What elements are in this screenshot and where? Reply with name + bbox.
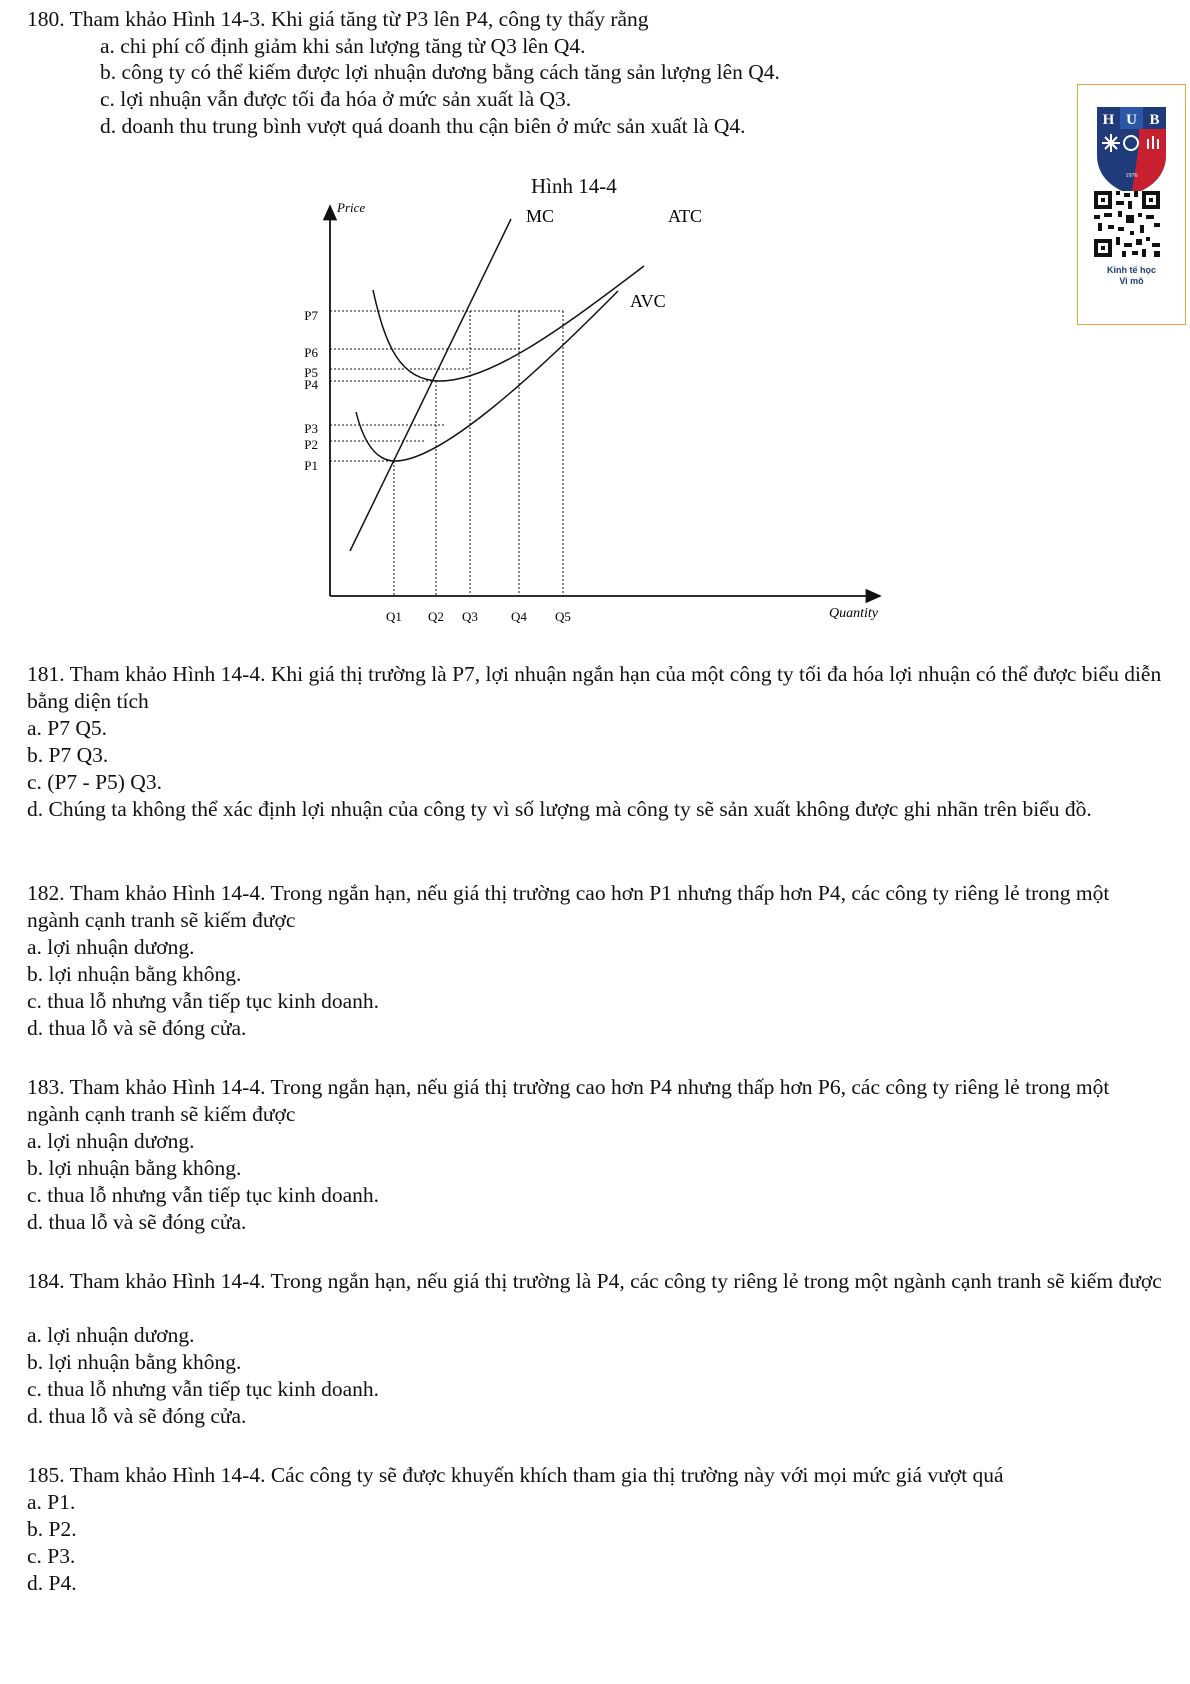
price-tick-p5: P5 xyxy=(304,365,318,380)
question-180-option-c: c. lợi nhuận vẫn được tối đa hóa ở mức sản xuất là Q3. xyxy=(100,87,572,111)
price-tick-p4: P4 xyxy=(304,377,318,392)
atc-label: ATC xyxy=(668,206,703,226)
question-183-option-c: c. thua lỗ nhưng vẫn tiếp tục kinh doanh. xyxy=(27,1183,379,1207)
price-tick-p3: P3 xyxy=(304,421,318,436)
question-181-option-a: a. P7 Q5. xyxy=(27,716,108,740)
cost-curves-diagram xyxy=(0,0,1190,640)
question-184-option-b: b. lợi nhuận bằng không. xyxy=(27,1350,242,1374)
logo-letter-u: U xyxy=(1126,112,1137,128)
avc-curve xyxy=(356,291,618,461)
question-182-option-d: d. thua lỗ và sẽ đóng cửa. xyxy=(27,1016,247,1040)
quantity-tick-q5: Q5 xyxy=(555,609,571,624)
question-180-stem: 180. Tham khảo Hình 14-3. Khi giá tăng từ P3 lên P4, công ty thấy rằng xyxy=(27,7,649,31)
mc-label: MC xyxy=(526,206,555,226)
question-183-option-b: b. lợi nhuận bằng không. xyxy=(27,1156,242,1180)
logo-year: 1976 xyxy=(1125,173,1138,179)
quantity-tick-q4: Q4 xyxy=(511,609,527,624)
avc-label: AVC xyxy=(630,291,666,311)
question-183-stem: 183. Tham khảo Hình 14-4. Trong ngắn hạn, nếu giá thị trường cao hơn P4 nhưng thấp hơn P6, các công ty riêng lẻ trong một ngành cạnh tranh sẽ kiếm được xyxy=(27,1075,1110,1126)
question-184-option-a: a. lợi nhuận dương. xyxy=(27,1323,195,1347)
mc-curve xyxy=(350,219,511,551)
price-tick-p6: P6 xyxy=(304,345,318,360)
logo-caption-line2: Vi mô xyxy=(1119,276,1144,286)
quantity-tick-q2: Q2 xyxy=(428,609,444,624)
question-185-option-d: d. P4. xyxy=(27,1571,77,1595)
price-tick-p2: P2 xyxy=(304,437,318,452)
question-185-option-b: b. P2. xyxy=(27,1517,77,1541)
question-183-option-d: d. thua lỗ và sẽ đóng cửa. xyxy=(27,1210,247,1234)
price-tick-p7: P7 xyxy=(304,308,318,323)
question-181-option-c: c. (P7 - P5) Q3. xyxy=(27,770,162,794)
guide-lines xyxy=(330,311,563,596)
quantity-tick-q3: Q3 xyxy=(462,609,478,624)
quantity-tick-q1: Q1 xyxy=(386,609,402,624)
question-183-option-a: a. lợi nhuận dương. xyxy=(27,1129,195,1153)
logo-letter-h: H xyxy=(1102,112,1115,128)
question-184-option-d: d. thua lỗ và sẽ đóng cửa. xyxy=(27,1404,247,1428)
logo-letter-b: B xyxy=(1149,112,1160,128)
question-182-stem: 182. Tham khảo Hình 14-4. Trong ngắn hạn, nếu giá thị trường cao hơn P1 nhưng thấp hơn P4, các công ty riêng lẻ trong một ngành cạnh tranh sẽ kiếm được xyxy=(27,881,1110,932)
x-axis-label: Quantity xyxy=(829,606,878,621)
question-185-stem: 185. Tham khảo Hình 14-4. Các công ty sẽ được khuyến khích tham gia thị trường này với mọi mức giá vượt quá xyxy=(27,1463,1004,1487)
question-185-option-a: a. P1. xyxy=(27,1490,76,1514)
price-tick-p1: P1 xyxy=(304,458,318,473)
figure-title: Hình 14-4 xyxy=(531,174,617,198)
question-185-option-c: c. P3. xyxy=(27,1544,76,1568)
question-182-option-c: c. thua lỗ nhưng vẫn tiếp tục kinh doanh. xyxy=(27,989,379,1013)
logo-caption-line1: Kinh tế học xyxy=(1107,265,1156,275)
question-180-option-b: b. công ty có thể kiếm được lợi nhuận dương bằng cách tăng sản lượng lên Q4. xyxy=(100,60,780,84)
y-axis-label: Price xyxy=(337,200,366,215)
question-182-option-b: b. lợi nhuận bằng không. xyxy=(27,962,242,986)
question-181-option-b: b. P7 Q3. xyxy=(27,743,109,767)
question-181-option-d: d. Chúng ta không thể xác định lợi nhuận của công ty vì số lượng mà công ty sẽ sản xuất không được ghi nhãn trên biểu đồ. xyxy=(27,797,1092,821)
question-184-option-c: c. thua lỗ nhưng vẫn tiếp tục kinh doanh. xyxy=(27,1377,379,1401)
question-182-option-a: a. lợi nhuận dương. xyxy=(27,935,195,959)
question-181-stem: 181. Tham khảo Hình 14-4. Khi giá thị trường là P7, lợi nhuận ngắn hạn của một công ty tối đa hóa lợi nhuận có thể được biểu diễn bằng diện tích xyxy=(27,662,1162,713)
question-180-option-a: a. chi phí cố định giảm khi sản lượng tăng từ Q3 lên Q4. xyxy=(100,34,586,58)
question-180-option-d: d. doanh thu trung bình vượt quá doanh thu cận biên ở mức sản xuất là Q4. xyxy=(100,114,746,138)
atc-curve xyxy=(373,266,644,381)
question-184-stem: 184. Tham khảo Hình 14-4. Trong ngắn hạn, nếu giá thị trường là P4, các công ty riêng lẻ trong một ngành cạnh tranh sẽ kiếm được xyxy=(27,1269,1162,1293)
